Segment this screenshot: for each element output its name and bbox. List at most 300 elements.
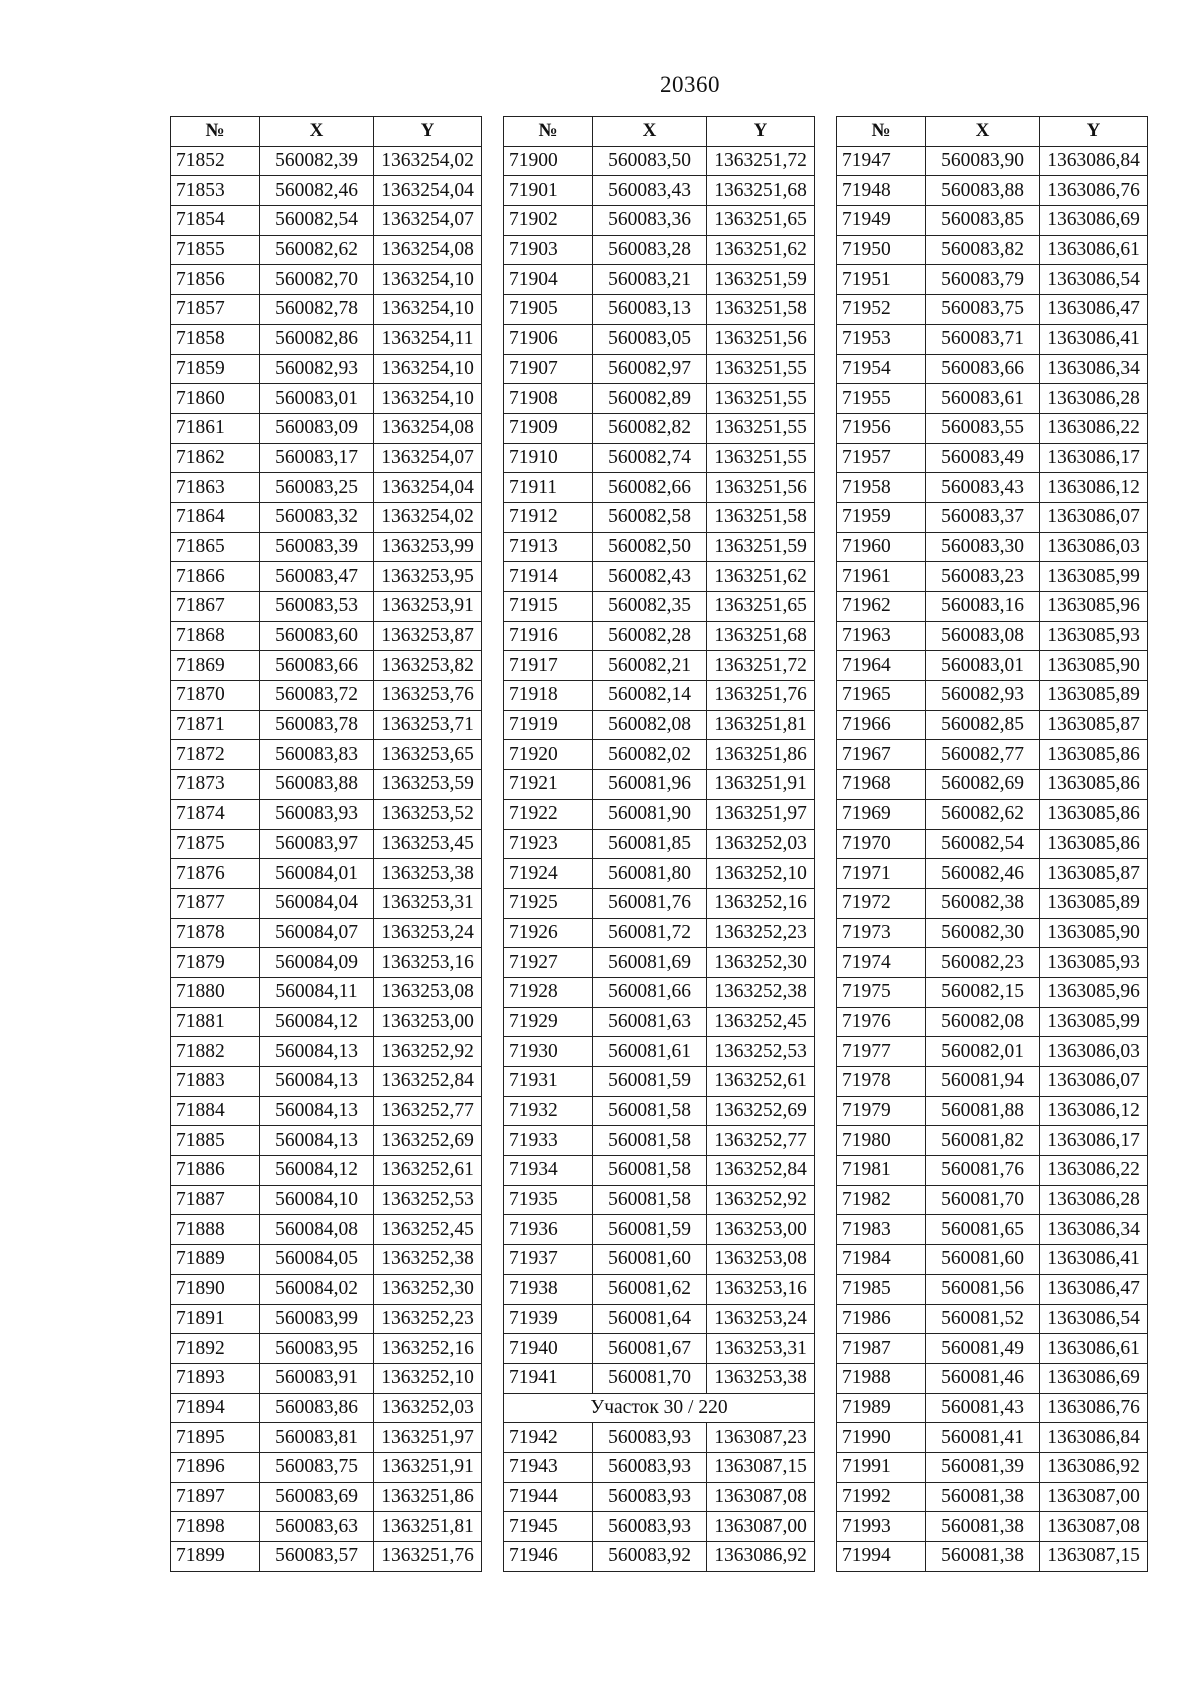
point-number-cell: 71906: [504, 324, 593, 354]
point-number-cell: 71874: [171, 799, 260, 829]
x-coordinate-cell: 560083,66: [926, 354, 1040, 384]
x-coordinate-cell: 560082,66: [593, 473, 707, 503]
y-coordinate-cell: 1363253,71: [374, 710, 482, 740]
point-number-cell: 71888: [171, 1215, 260, 1245]
y-coordinate-cell: 1363086,84: [1040, 1423, 1148, 1453]
table-row: [504, 354, 815, 384]
table-row: [171, 146, 482, 176]
point-number-cell: 71968: [837, 770, 926, 800]
x-coordinate-cell: 560083,82: [926, 235, 1040, 265]
y-coordinate-cell: 1363254,04: [374, 473, 482, 503]
x-coordinate-cell: 560082,21: [593, 651, 707, 681]
y-coordinate-cell: 1363085,86: [1040, 740, 1148, 770]
point-number-cell: 71895: [171, 1423, 260, 1453]
point-number-cell: 71973: [837, 918, 926, 948]
x-coordinate-cell: 560081,70: [926, 1185, 1040, 1215]
point-number-cell: 71882: [171, 1037, 260, 1067]
point-number-cell: 71947: [837, 146, 926, 176]
table-row: [837, 502, 1148, 532]
point-number-cell: 71941: [504, 1363, 593, 1393]
x-coordinate-cell: 560082,89: [593, 384, 707, 414]
table-row: [504, 1185, 815, 1215]
x-coordinate-cell: 560083,81: [260, 1423, 374, 1453]
x-coordinate-cell: 560083,93: [593, 1452, 707, 1482]
y-coordinate-cell: 1363252,10: [374, 1363, 482, 1393]
x-coordinate-cell: 560083,63: [260, 1512, 374, 1542]
point-number-cell: 71981: [837, 1156, 926, 1186]
table-row: [171, 1423, 482, 1453]
x-coordinate-cell: 560083,01: [926, 651, 1040, 681]
x-coordinate-cell: 560081,69: [593, 948, 707, 978]
y-coordinate-cell: 1363251,68: [707, 176, 815, 206]
x-coordinate-cell: 560083,93: [593, 1423, 707, 1453]
y-coordinate-cell: 1363253,31: [707, 1334, 815, 1364]
table-row: [504, 1482, 815, 1512]
table-row: [837, 1452, 1148, 1482]
table-row: [504, 1363, 815, 1393]
coordinates-table-1: [170, 116, 482, 1572]
table-row: [837, 770, 1148, 800]
point-number-cell: 71992: [837, 1482, 926, 1512]
y-coordinate-cell: 1363252,92: [374, 1037, 482, 1067]
table-row: [504, 1304, 815, 1334]
y-coordinate-cell: 1363252,45: [707, 1007, 815, 1037]
header-number: №: [504, 117, 593, 147]
y-coordinate-cell: 1363254,11: [374, 324, 482, 354]
header-number: №: [171, 117, 260, 147]
point-number-cell: 71856: [171, 265, 260, 295]
x-coordinate-cell: 560081,85: [593, 829, 707, 859]
point-number-cell: 71984: [837, 1245, 926, 1275]
y-coordinate-cell: 1363087,08: [707, 1482, 815, 1512]
y-coordinate-cell: 1363254,08: [374, 235, 482, 265]
table-row: [171, 295, 482, 325]
table-row: [504, 443, 815, 473]
y-coordinate-cell: 1363253,99: [374, 532, 482, 562]
x-coordinate-cell: 560082,54: [260, 206, 374, 236]
point-number-cell: 71868: [171, 621, 260, 651]
table-row: [837, 146, 1148, 176]
y-coordinate-cell: 1363254,02: [374, 502, 482, 532]
y-coordinate-cell: 1363087,00: [707, 1512, 815, 1542]
x-coordinate-cell: 560083,86: [260, 1393, 374, 1423]
point-number-cell: 71867: [171, 592, 260, 622]
table-row: [837, 1512, 1148, 1542]
x-coordinate-cell: 560084,08: [260, 1215, 374, 1245]
header-y: Y: [707, 117, 815, 147]
x-coordinate-cell: 560083,37: [926, 502, 1040, 532]
y-coordinate-cell: 1363086,41: [1040, 324, 1148, 354]
table-row: [504, 1215, 815, 1245]
table-row: [837, 324, 1148, 354]
x-coordinate-cell: 560081,38: [926, 1542, 1040, 1572]
table-row: [504, 918, 815, 948]
table-row: [504, 710, 815, 740]
point-number-cell: 71930: [504, 1037, 593, 1067]
point-number-cell: 71979: [837, 1096, 926, 1126]
y-coordinate-cell: 1363253,38: [707, 1363, 815, 1393]
point-number-cell: 71957: [837, 443, 926, 473]
y-coordinate-cell: 1363086,41: [1040, 1245, 1148, 1275]
table-row: [837, 1423, 1148, 1453]
point-number-cell: 71862: [171, 443, 260, 473]
table-row: [837, 1215, 1148, 1245]
y-coordinate-cell: 1363086,69: [1040, 206, 1148, 236]
point-number-cell: 71899: [171, 1542, 260, 1572]
point-number-cell: 71853: [171, 176, 260, 206]
point-number-cell: 71919: [504, 710, 593, 740]
point-number-cell: 71994: [837, 1542, 926, 1572]
x-coordinate-cell: 560082,30: [926, 918, 1040, 948]
y-coordinate-cell: 1363085,86: [1040, 829, 1148, 859]
x-coordinate-cell: 560082,74: [593, 443, 707, 473]
point-number-cell: 71910: [504, 443, 593, 473]
table-row: [504, 1126, 815, 1156]
y-coordinate-cell: 1363086,34: [1040, 1215, 1148, 1245]
x-coordinate-cell: 560082,70: [260, 265, 374, 295]
y-coordinate-cell: 1363252,30: [707, 948, 815, 978]
table-row: [837, 1007, 1148, 1037]
y-coordinate-cell: 1363087,15: [707, 1452, 815, 1482]
point-number-cell: 71942: [504, 1423, 593, 1453]
x-coordinate-cell: 560083,90: [926, 146, 1040, 176]
table-row: [504, 1245, 815, 1275]
y-coordinate-cell: 1363252,53: [374, 1185, 482, 1215]
point-number-cell: 71953: [837, 324, 926, 354]
table-header-row: [504, 117, 815, 147]
table-row: [171, 1096, 482, 1126]
table-row: [837, 206, 1148, 236]
x-coordinate-cell: 560081,59: [593, 1215, 707, 1245]
y-coordinate-cell: 1363085,87: [1040, 710, 1148, 740]
point-number-cell: 71949: [837, 206, 926, 236]
table-row: [504, 651, 815, 681]
y-coordinate-cell: 1363253,45: [374, 829, 482, 859]
point-number-cell: 71929: [504, 1007, 593, 1037]
table-row: [837, 918, 1148, 948]
y-coordinate-cell: 1363087,15: [1040, 1542, 1148, 1572]
table-row: [837, 621, 1148, 651]
y-coordinate-cell: 1363253,76: [374, 681, 482, 711]
x-coordinate-cell: 560082,97: [593, 354, 707, 384]
y-coordinate-cell: 1363085,93: [1040, 948, 1148, 978]
table-row: [171, 829, 482, 859]
table-row: [171, 592, 482, 622]
y-coordinate-cell: 1363254,10: [374, 354, 482, 384]
table-row: [171, 324, 482, 354]
y-coordinate-cell: 1363254,08: [374, 413, 482, 443]
y-coordinate-cell: 1363251,97: [374, 1423, 482, 1453]
point-number-cell: 71907: [504, 354, 593, 384]
x-coordinate-cell: 560083,30: [926, 532, 1040, 562]
x-coordinate-cell: 560082,69: [926, 770, 1040, 800]
y-coordinate-cell: 1363253,95: [374, 562, 482, 592]
x-coordinate-cell: 560082,54: [926, 829, 1040, 859]
x-coordinate-cell: 560081,58: [593, 1156, 707, 1186]
x-coordinate-cell: 560084,10: [260, 1185, 374, 1215]
table-row: [504, 146, 815, 176]
y-coordinate-cell: 1363252,61: [707, 1067, 815, 1097]
point-number-cell: 71884: [171, 1096, 260, 1126]
y-coordinate-cell: 1363086,22: [1040, 413, 1148, 443]
point-number-cell: 71925: [504, 888, 593, 918]
point-number-cell: 71902: [504, 206, 593, 236]
table-row: [504, 265, 815, 295]
point-number-cell: 71937: [504, 1245, 593, 1275]
x-coordinate-cell: 560082,38: [926, 888, 1040, 918]
point-number-cell: 71965: [837, 681, 926, 711]
point-number-cell: 71914: [504, 562, 593, 592]
table-row: [171, 710, 482, 740]
x-coordinate-cell: 560081,46: [926, 1363, 1040, 1393]
y-coordinate-cell: 1363251,72: [707, 146, 815, 176]
table-row: [837, 1363, 1148, 1393]
point-number-cell: 71955: [837, 384, 926, 414]
x-coordinate-cell: 560083,28: [593, 235, 707, 265]
point-number-cell: 71926: [504, 918, 593, 948]
y-coordinate-cell: 1363252,23: [707, 918, 815, 948]
point-number-cell: 71952: [837, 295, 926, 325]
table-row: [837, 948, 1148, 978]
point-number-cell: 71891: [171, 1304, 260, 1334]
table-row: [837, 710, 1148, 740]
table-row: [837, 354, 1148, 384]
y-coordinate-cell: 1363086,47: [1040, 1274, 1148, 1304]
point-number-cell: 71935: [504, 1185, 593, 1215]
y-coordinate-cell: 1363086,03: [1040, 532, 1148, 562]
x-coordinate-cell: 560081,39: [926, 1452, 1040, 1482]
table-row: [837, 651, 1148, 681]
point-number-cell: 71880: [171, 977, 260, 1007]
x-coordinate-cell: 560081,65: [926, 1215, 1040, 1245]
point-number-cell: 71966: [837, 710, 926, 740]
x-coordinate-cell: 560084,12: [260, 1156, 374, 1186]
x-coordinate-cell: 560084,07: [260, 918, 374, 948]
x-coordinate-cell: 560083,69: [260, 1482, 374, 1512]
point-number-cell: 71872: [171, 740, 260, 770]
x-coordinate-cell: 560083,09: [260, 413, 374, 443]
y-coordinate-cell: 1363085,90: [1040, 918, 1148, 948]
x-coordinate-cell: 560082,46: [260, 176, 374, 206]
x-coordinate-cell: 560083,57: [260, 1542, 374, 1572]
x-coordinate-cell: 560084,12: [260, 1007, 374, 1037]
point-number-cell: 71939: [504, 1304, 593, 1334]
x-coordinate-cell: 560082,15: [926, 977, 1040, 1007]
table-row: [504, 1512, 815, 1542]
table-row: [837, 295, 1148, 325]
x-coordinate-cell: 560083,39: [260, 532, 374, 562]
x-coordinate-cell: 560083,13: [593, 295, 707, 325]
point-number-cell: 71903: [504, 235, 593, 265]
x-coordinate-cell: 560083,95: [260, 1334, 374, 1364]
y-coordinate-cell: 1363251,65: [707, 592, 815, 622]
table-row: [837, 1096, 1148, 1126]
table-row: [171, 562, 482, 592]
x-coordinate-cell: 560083,83: [260, 740, 374, 770]
x-coordinate-cell: 560082,86: [260, 324, 374, 354]
y-coordinate-cell: 1363086,69: [1040, 1363, 1148, 1393]
y-coordinate-cell: 1363086,07: [1040, 502, 1148, 532]
x-coordinate-cell: 560081,62: [593, 1274, 707, 1304]
table-row: [171, 1156, 482, 1186]
table-row: [837, 176, 1148, 206]
x-coordinate-cell: 560083,55: [926, 413, 1040, 443]
table-row: [504, 413, 815, 443]
table-row: [837, 1482, 1148, 1512]
y-coordinate-cell: 1363251,55: [707, 413, 815, 443]
table-row: [504, 502, 815, 532]
table-row: [837, 592, 1148, 622]
point-number-cell: 71890: [171, 1274, 260, 1304]
y-coordinate-cell: 1363254,10: [374, 384, 482, 414]
table-row: [171, 621, 482, 651]
y-coordinate-cell: 1363251,59: [707, 265, 815, 295]
y-coordinate-cell: 1363253,08: [374, 977, 482, 1007]
y-coordinate-cell: 1363252,45: [374, 1215, 482, 1245]
point-number-cell: 71879: [171, 948, 260, 978]
point-number-cell: 71990: [837, 1423, 926, 1453]
point-number-cell: 71878: [171, 918, 260, 948]
point-number-cell: 71985: [837, 1274, 926, 1304]
y-coordinate-cell: 1363252,61: [374, 1156, 482, 1186]
y-coordinate-cell: 1363085,87: [1040, 859, 1148, 889]
y-coordinate-cell: 1363253,31: [374, 888, 482, 918]
point-number-cell: 71860: [171, 384, 260, 414]
x-coordinate-cell: 560083,05: [593, 324, 707, 354]
x-coordinate-cell: 560082,39: [260, 146, 374, 176]
header-x: X: [260, 117, 374, 147]
x-coordinate-cell: 560081,88: [926, 1096, 1040, 1126]
y-coordinate-cell: 1363086,76: [1040, 1393, 1148, 1423]
y-coordinate-cell: 1363253,38: [374, 859, 482, 889]
y-coordinate-cell: 1363252,03: [707, 829, 815, 859]
page-number: 20360: [660, 72, 720, 97]
y-coordinate-cell: 1363251,81: [374, 1512, 482, 1542]
table-row: [171, 977, 482, 1007]
table-row: [504, 829, 815, 859]
y-coordinate-cell: 1363086,84: [1040, 146, 1148, 176]
x-coordinate-cell: 560082,28: [593, 621, 707, 651]
point-number-cell: 71951: [837, 265, 926, 295]
table-row: [837, 1393, 1148, 1423]
y-coordinate-cell: 1363087,23: [707, 1423, 815, 1453]
y-coordinate-cell: 1363252,30: [374, 1274, 482, 1304]
table-row: [171, 1334, 482, 1364]
y-coordinate-cell: 1363254,07: [374, 443, 482, 473]
table-row: [171, 265, 482, 295]
y-coordinate-cell: 1363253,91: [374, 592, 482, 622]
point-number-cell: 71894: [171, 1393, 260, 1423]
coordinates-table-3: [836, 116, 1148, 1572]
x-coordinate-cell: 560082,93: [926, 681, 1040, 711]
x-coordinate-cell: 560084,13: [260, 1096, 374, 1126]
point-number-cell: 71956: [837, 413, 926, 443]
table-row: [504, 1007, 815, 1037]
y-coordinate-cell: 1363086,61: [1040, 1334, 1148, 1364]
x-coordinate-cell: 560082,46: [926, 859, 1040, 889]
point-number-cell: 71943: [504, 1452, 593, 1482]
y-coordinate-cell: 1363086,28: [1040, 384, 1148, 414]
y-coordinate-cell: 1363086,92: [707, 1542, 815, 1572]
table-row: [171, 384, 482, 414]
x-coordinate-cell: 560083,08: [926, 621, 1040, 651]
y-coordinate-cell: 1363085,93: [1040, 621, 1148, 651]
point-number-cell: 71896: [171, 1452, 260, 1482]
point-number-cell: 71911: [504, 473, 593, 503]
table-row: [171, 443, 482, 473]
table-row: [171, 1512, 482, 1542]
point-number-cell: 71961: [837, 562, 926, 592]
point-number-cell: 71917: [504, 651, 593, 681]
point-number-cell: 71967: [837, 740, 926, 770]
table-row: [171, 681, 482, 711]
y-coordinate-cell: 1363253,24: [707, 1304, 815, 1334]
x-coordinate-cell: 560081,52: [926, 1304, 1040, 1334]
point-number-cell: 71954: [837, 354, 926, 384]
point-number-cell: 71950: [837, 235, 926, 265]
y-coordinate-cell: 1363254,02: [374, 146, 482, 176]
y-coordinate-cell: 1363251,81: [707, 710, 815, 740]
y-coordinate-cell: 1363251,55: [707, 443, 815, 473]
point-number-cell: 71993: [837, 1512, 926, 1542]
x-coordinate-cell: 560081,66: [593, 977, 707, 1007]
y-coordinate-cell: 1363253,08: [707, 1245, 815, 1275]
y-coordinate-cell: 1363251,76: [707, 681, 815, 711]
point-number-cell: 71945: [504, 1512, 593, 1542]
section-row: [504, 1393, 815, 1423]
x-coordinate-cell: 560081,72: [593, 918, 707, 948]
y-coordinate-cell: 1363252,69: [707, 1096, 815, 1126]
table-row: [837, 1037, 1148, 1067]
point-number-cell: 71946: [504, 1542, 593, 1572]
table-row: [504, 681, 815, 711]
point-number-cell: 71915: [504, 592, 593, 622]
table-row: [837, 1067, 1148, 1097]
x-coordinate-cell: 560084,13: [260, 1037, 374, 1067]
x-coordinate-cell: 560083,23: [926, 562, 1040, 592]
table-row: [504, 1037, 815, 1067]
y-coordinate-cell: 1363253,59: [374, 770, 482, 800]
table-row: [171, 206, 482, 236]
y-coordinate-cell: 1363251,68: [707, 621, 815, 651]
x-coordinate-cell: 560082,35: [593, 592, 707, 622]
x-coordinate-cell: 560081,76: [926, 1156, 1040, 1186]
point-number-cell: 71861: [171, 413, 260, 443]
x-coordinate-cell: 560082,62: [926, 799, 1040, 829]
x-coordinate-cell: 560081,80: [593, 859, 707, 889]
point-number-cell: 71978: [837, 1067, 926, 1097]
y-coordinate-cell: 1363086,47: [1040, 295, 1148, 325]
table-row: [837, 977, 1148, 1007]
table-row: [504, 1334, 815, 1364]
point-number-cell: 71940: [504, 1334, 593, 1364]
x-coordinate-cell: 560081,58: [593, 1185, 707, 1215]
table-row: [504, 206, 815, 236]
table-row: [171, 740, 482, 770]
point-number-cell: 71963: [837, 621, 926, 651]
point-number-cell: 71938: [504, 1274, 593, 1304]
table-row: [171, 532, 482, 562]
point-number-cell: 71920: [504, 740, 593, 770]
x-coordinate-cell: 560082,08: [926, 1007, 1040, 1037]
table-row: [837, 413, 1148, 443]
y-coordinate-cell: 1363251,58: [707, 502, 815, 532]
x-coordinate-cell: 560081,41: [926, 1423, 1040, 1453]
y-coordinate-cell: 1363252,10: [707, 859, 815, 889]
y-coordinate-cell: 1363251,56: [707, 324, 815, 354]
point-number-cell: 71971: [837, 859, 926, 889]
table-row: [837, 859, 1148, 889]
